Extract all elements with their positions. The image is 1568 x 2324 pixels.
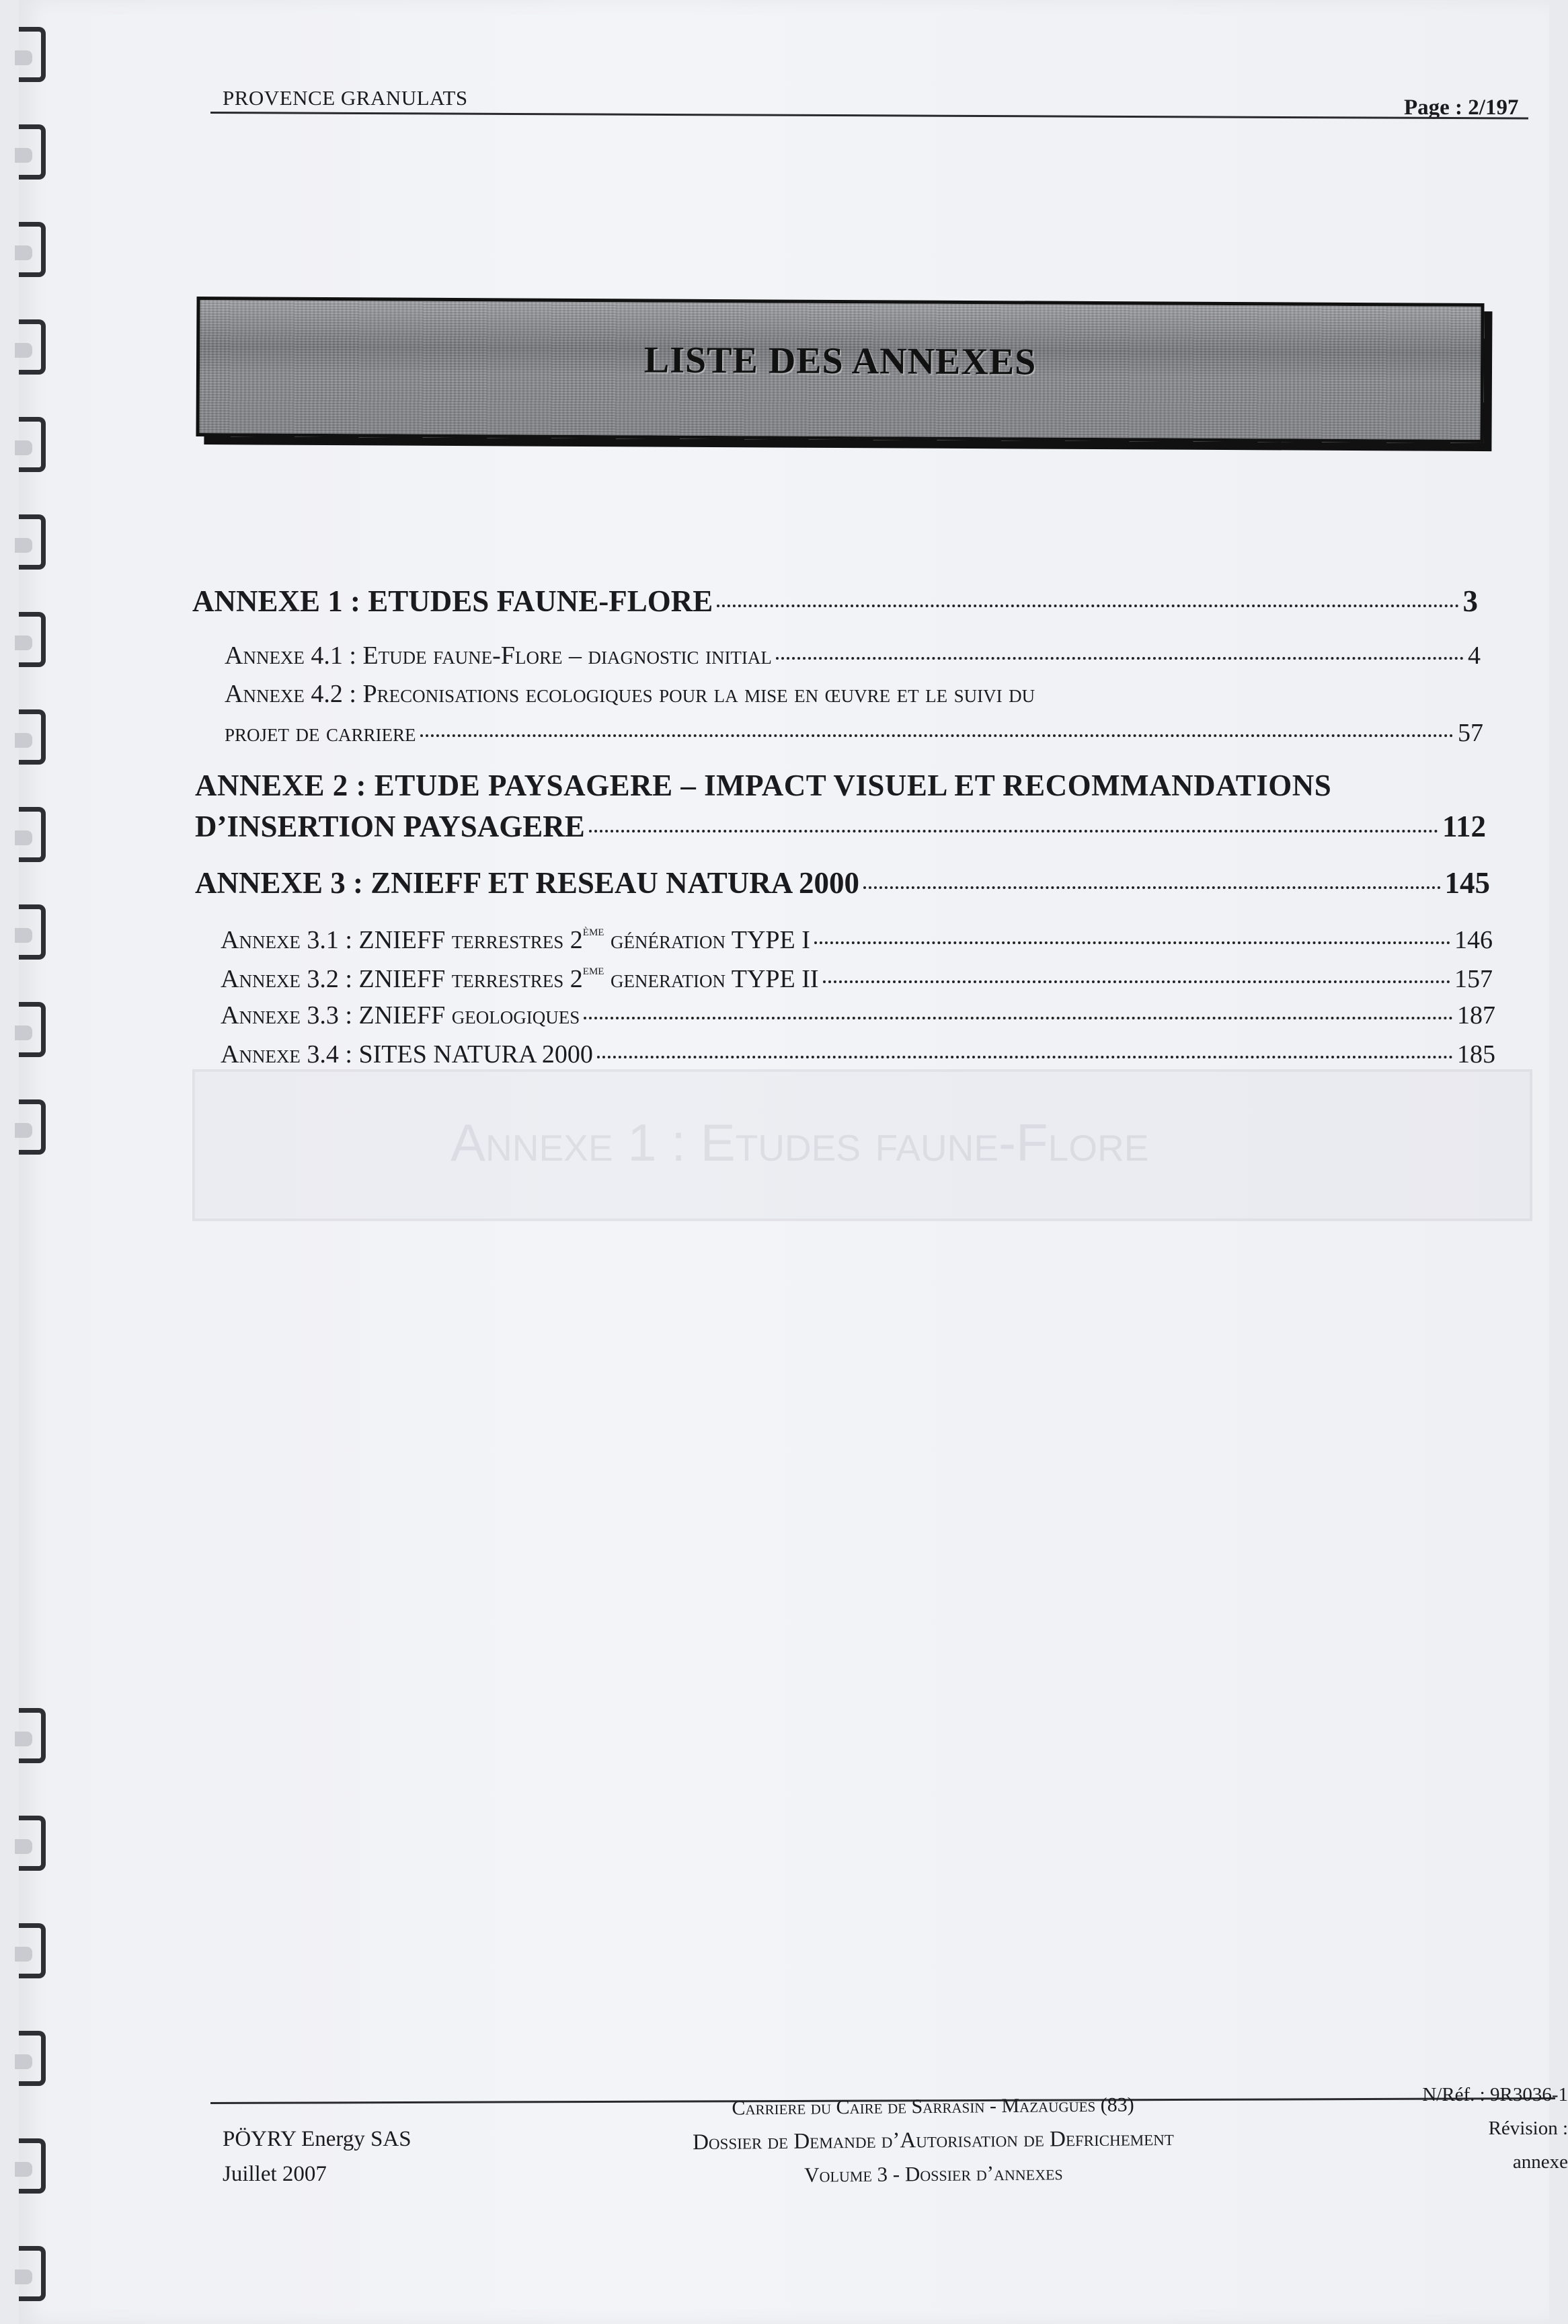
header-company: PROVENCE GRANULATS: [223, 86, 468, 110]
footer-center: [529, 2087, 1337, 2194]
toc-label: [221, 923, 810, 955]
toc-entry-annexe-3-2: [221, 962, 1493, 994]
dot-leader: [776, 657, 1464, 660]
footer-file: annexe: [1512, 2151, 1568, 2173]
dot-leader: [863, 886, 1440, 889]
toc-label: ANNEXE 1 : ETUDES FAUNE-FLORE: [192, 584, 713, 618]
dot-leader: [420, 734, 1454, 737]
dot-leader: [823, 980, 1450, 983]
toc-label: projet de carriere: [225, 719, 416, 747]
footer-ref: N/Réf. : 9R3036-1: [1422, 2084, 1568, 2105]
toc-page: 185: [1457, 1040, 1495, 1069]
toc-entry-annexe-2: [195, 809, 1486, 844]
header-page-number: Page : 2/197: [1404, 95, 1519, 120]
table-of-contents: [19, 0, 1549, 2324]
footer-company: PÖYRY Energy SAS: [223, 2127, 411, 2151]
dot-leader: [597, 1056, 1453, 1058]
toc-label: [221, 962, 819, 994]
page-title: LISTE DES ANNEXES: [643, 339, 1037, 383]
toc-page: 3: [1462, 584, 1478, 618]
dot-leader: [814, 941, 1450, 944]
dot-leader: [717, 605, 1458, 607]
toc-entry-annexe-3-3: [221, 1001, 1495, 1030]
dot-leader: [589, 830, 1438, 832]
toc-label: Annexe 3.3 : ZNIEFF geologiques: [221, 1001, 580, 1030]
toc-label-suffix: generation TYPE II: [604, 964, 819, 993]
toc-entry-annexe-4-2: [225, 718, 1483, 748]
toc-label: Annexe 4.1 : Etude faune-Flore – diagnostic initial: [225, 642, 772, 670]
footer-line-2: Dossier de Demande d’Autorisation de Defrichement: [692, 2126, 1175, 2155]
toc-entry-annexe-4-1: [225, 641, 1481, 670]
superscript: eme: [582, 962, 604, 978]
toc-page: 145: [1444, 866, 1490, 900]
footer-revision: Révision :: [1488, 2118, 1568, 2139]
toc-label: ANNEXE 3 : ZNIEFF ET RESEAU NATURA 2000: [195, 866, 860, 900]
toc-entry-annexe-3: [195, 865, 1490, 900]
toc-label-prefix: Annexe 3.1 : ZNIEFF terrestres 2: [221, 925, 583, 954]
toc-page: 57: [1458, 719, 1483, 747]
document-page: [19, 0, 1568, 2324]
toc-label: Annexe 3.4 : SITES NATURA 2000: [221, 1040, 593, 1069]
toc-entry-annexe-1: [192, 584, 1478, 619]
footer-left: [223, 2122, 411, 2192]
footer-right: [1390, 2078, 1568, 2179]
footer-line-1: Carriere du Caire de Sarrasin - Mazaugues (83): [732, 2093, 1134, 2120]
show-through-text: Annexe 1 : Etudes faune-Flore: [450, 1113, 1149, 1172]
footer-line-3: Volume 3 - Dossier d’annexes: [804, 2161, 1063, 2187]
toc-entry-annexe-3-1: [221, 923, 1493, 955]
toc-page: 157: [1454, 964, 1493, 993]
toc-label-line: Annexe 4.2 : Preconisations ecologiques pour la mise en œuvre et le suivi du: [225, 680, 1035, 708]
toc-label-suffix: génération TYPE I: [604, 925, 810, 954]
toc-page: 187: [1457, 1001, 1495, 1030]
toc-label-prefix: Annexe 3.2 : ZNIEFF terrestres 2: [221, 964, 583, 993]
dot-leader: [584, 1017, 1453, 1019]
footer-date: Juillet 2007: [223, 2162, 327, 2186]
toc-page: 146: [1454, 925, 1493, 954]
toc-label: D’INSERTION PAYSAGERE: [195, 810, 585, 843]
toc-page: 112: [1442, 810, 1486, 843]
toc-page: 4: [1468, 642, 1481, 670]
toc-label-line: ANNEXE 2 : ETUDE PAYSAGERE – IMPACT VISUEL ET RECOMMANDATIONS: [195, 769, 1332, 802]
toc-entry-annexe-3-4: [221, 1040, 1495, 1069]
superscript: ème: [582, 923, 604, 939]
